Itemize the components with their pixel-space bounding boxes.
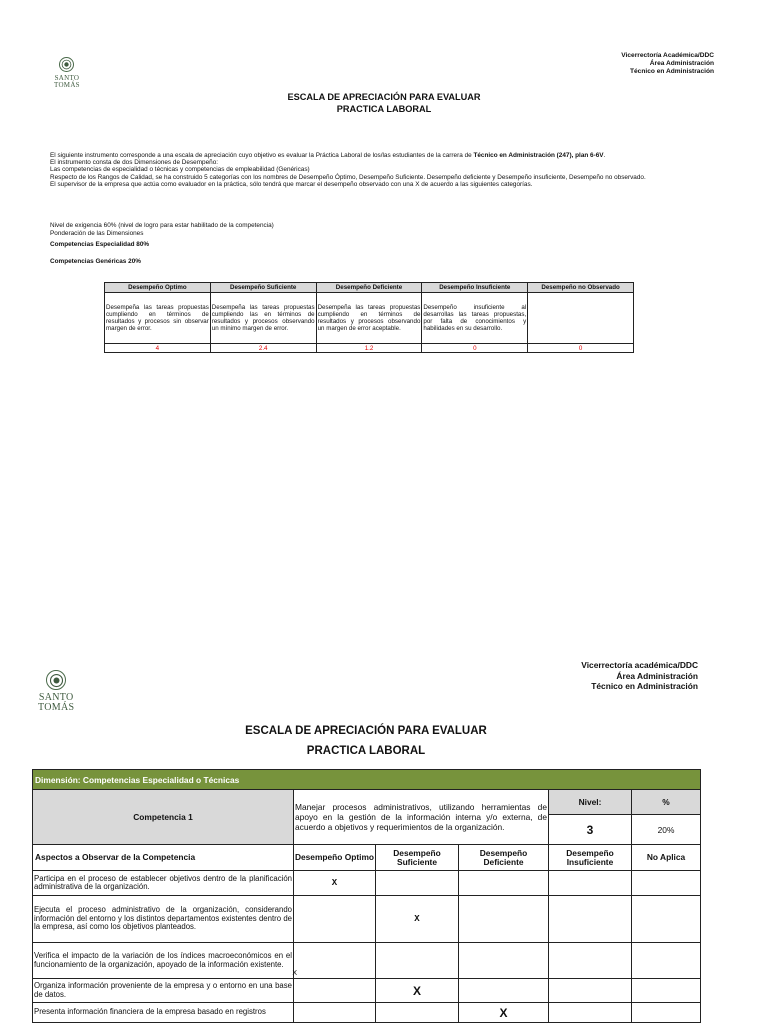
title-line-2: PRACTICA LABORAL [306,745,426,757]
col-optimo: Desempeño Optimo [294,845,376,871]
aspect-text: Organiza información proveniente de la empresa y o entorno en una base de datos. [33,979,294,1003]
santo-tomas-logo [54,57,80,89]
mark-suficiente[interactable]: X [376,979,459,1003]
mark-deficiente[interactable] [459,871,549,896]
col-deficiente: Desempeño Deficiente [459,845,549,871]
mark-no-aplica[interactable] [632,979,701,1003]
aspect-text: Presenta información financiera de la empresa basado en registros [33,1003,294,1023]
intro-line-5: El supervisor de la empresa que actúa como evaluador en la práctica, sólo tendrá que marcar el desempeño observado con una X de acuerdo a las siguientes categorías. [50,180,533,188]
aspect-text-content: Verifica el impacto de la variación de los índices macroeconómicos en el funcionamiento de la organización, apoyado de la información existente. [34,951,292,969]
intro-line-4: Respecto de los Rangos de Calidad, se ha construido 5 categorías con los nombres de Desempeño Óptimo, Desempeño Suficiente. Desempeño deficiente y Desempeño insuficiente, Desempeño no observado. [50,173,646,181]
col-suficiente: Desempeño Suficiente [376,845,459,871]
score-deficiente: 1.2 [316,344,422,353]
mark-optimo[interactable]: X [294,871,376,896]
desc-optimo: Desempeña las tareas propuestas cumpliendo en términos de resultados y procesos sin observar margen de error. [105,293,211,344]
aspect-row [33,871,701,896]
mark-deficiente[interactable] [459,896,549,943]
pct-value: 20% [632,815,701,845]
aspect-text: Ejecuta el proceso administrativo de la organización, considerando información del entorno y los distintos departamentos existentes dentro de la empresa, así como los objetivos planteados. [33,896,294,943]
title-line-1: ESCALA DE APRECIACIÓN PARA EVALUAR [287,92,481,102]
col-no-aplica: No Aplica [632,845,701,871]
competency-label: Competencia 1 [33,790,294,845]
document-title [234,92,534,116]
score-optimo: 4 [105,344,211,353]
mark-optimo[interactable] [294,896,376,943]
dimension-title: Dimensión: Competencias Especialidad o Técnicas [33,770,701,790]
santo-tomas-logo [38,670,74,713]
mark-suficiente[interactable]: X [376,896,459,943]
score-insuficiente: 0 [422,344,528,353]
ponderacion-text: Ponderación de las Dimensiones [50,230,144,237]
mark-insuficiente[interactable] [549,943,632,979]
genericas-weight: Competencias Genéricas 20% [50,258,141,265]
header-insuficiente: Desempeño Insuficiente [422,283,528,293]
logo-text-line2: TOMÁS [38,702,75,713]
header-line-3: Técnico en Administración [629,68,714,76]
intro-line-2: El instrumento consta de dos Dimensiones de Desempeño: [50,159,219,167]
seal-icon [59,57,74,72]
aspect-row [33,979,701,1003]
ranges-score-row [105,344,634,353]
mark-insuficiente[interactable] [549,871,632,896]
competency-description: Manejar procesos administrativos, utilizando herramientas de apoyo en la gestión de la información interna y/o externa, de acuerdo a objetivos y requerimientos de la organización. [294,790,549,845]
aspect-row [33,943,701,979]
seal-icon [46,670,66,690]
quality-ranges-table [104,282,634,353]
aspect-text: Participa en el proceso de establecer objetivos dentro de la planificación administrativa de la organización. [33,871,294,896]
intro-line-1 [50,152,740,159]
mark-deficiente[interactable] [459,979,549,1003]
header-line-2: Área Administración [649,60,714,68]
mark-no-aplica[interactable] [632,871,701,896]
levels-block [50,222,274,266]
columns-header-row [33,845,701,871]
aspect-row [33,1003,701,1023]
ranges-header-row [105,283,634,293]
desc-deficiente: Desempeña las tareas propuestas cumpliendo en términos de resultados y procesos observando un margen de error aceptable. [316,293,422,344]
dimension-row [33,770,701,790]
header-line-2: Área Administración [616,670,698,681]
desc-no-observado [528,293,634,344]
nivel-label: Nivel: [549,790,632,815]
header-no-observado: Desempeño no Observado [528,283,634,293]
page-2 [0,640,768,1024]
title-line-2: PRACTICA LABORAL [336,103,432,114]
header-optimo: Desempeño Optimo [105,283,211,293]
mark-deficiente[interactable] [459,943,549,979]
header-suficiente: Desempeño Suficiente [210,283,316,293]
career-name: Técnico en Administración (247), plan 6-6V [473,152,604,159]
mark-insuficiente[interactable] [549,896,632,943]
mark-deficiente[interactable]: X [459,1003,549,1023]
mark-optimo[interactable] [294,943,376,979]
header-line-1: Vicerrectoría académica/DDC [581,660,698,670]
competency-row-1 [33,790,701,815]
col-aspects: Aspectos a Observar de la Competencia [33,845,294,871]
aspect-text [33,943,297,979]
intro-line-3: Las competencias de especialidad o técnicas y competencias de empleabilidad (Genéricas) [50,166,310,174]
logo-text-line1: SANTO [38,692,74,703]
institution-header [621,52,714,77]
document-title [216,721,516,761]
exigencia-text: Nivel de exigencia 60% (nivel de logro para estar habilitado de la competencia) [50,222,274,229]
header-line-1: Vicerrectoría Académica/DDC [621,52,714,59]
mark-optimo[interactable] [294,979,376,1003]
ranges-description-row [105,293,634,344]
especialidad-weight: Competencias Especialidad 80% [50,241,150,248]
intro-line-1-text: El siguiente instrumento corresponde a una escala de apreciación cuyo objetivo es evaluar la Práctica Laboral de los/las estudiantes de la carrera de [50,152,474,159]
mark-insuficiente[interactable] [549,1003,632,1023]
header-deficiente: Desempeño Deficiente [316,283,422,293]
stray-mark: X [292,969,297,977]
page-1 [0,0,768,420]
mark-no-aplica[interactable] [632,1003,701,1023]
mark-no-aplica[interactable] [632,896,701,943]
aspect-row [33,896,701,943]
institution-header [581,660,698,692]
desc-insuficiente: Desempeño insuficiente al desarrollas las tareas propuestas, por falta de conocimientos y habilidades en su desarrollo. [422,293,528,344]
mark-suficiente[interactable] [376,1003,459,1023]
score-no-observado: 0 [528,344,634,353]
mark-no-aplica[interactable] [632,943,701,979]
header-line-3: Técnico en Administración [591,681,698,691]
intro-line-1-suffix: . [603,152,606,159]
pct-label: % [632,790,701,815]
competency-evaluation-table [32,769,701,1023]
mark-suficiente[interactable] [376,871,459,896]
mark-optimo[interactable] [294,1003,376,1023]
mark-suficiente[interactable] [376,943,459,979]
title-line-1: ESCALA DE APRECIACIÓN PARA EVALUAR [245,725,487,737]
mark-insuficiente[interactable] [549,979,632,1003]
col-insuficiente: Desempeño Insuficiente [549,845,632,871]
logo-text-line1: SANTO [54,74,80,82]
desc-suficiente: Desempeña las tareas propuestas cumpliendo las en términos de resultados y procesos observando un mínimo margen de error. [210,293,316,344]
logo-text-line2: TOMÁS [54,81,80,89]
score-suficiente: 2.4 [210,344,316,353]
intro-text [50,152,740,188]
nivel-value: 3 [549,815,632,845]
